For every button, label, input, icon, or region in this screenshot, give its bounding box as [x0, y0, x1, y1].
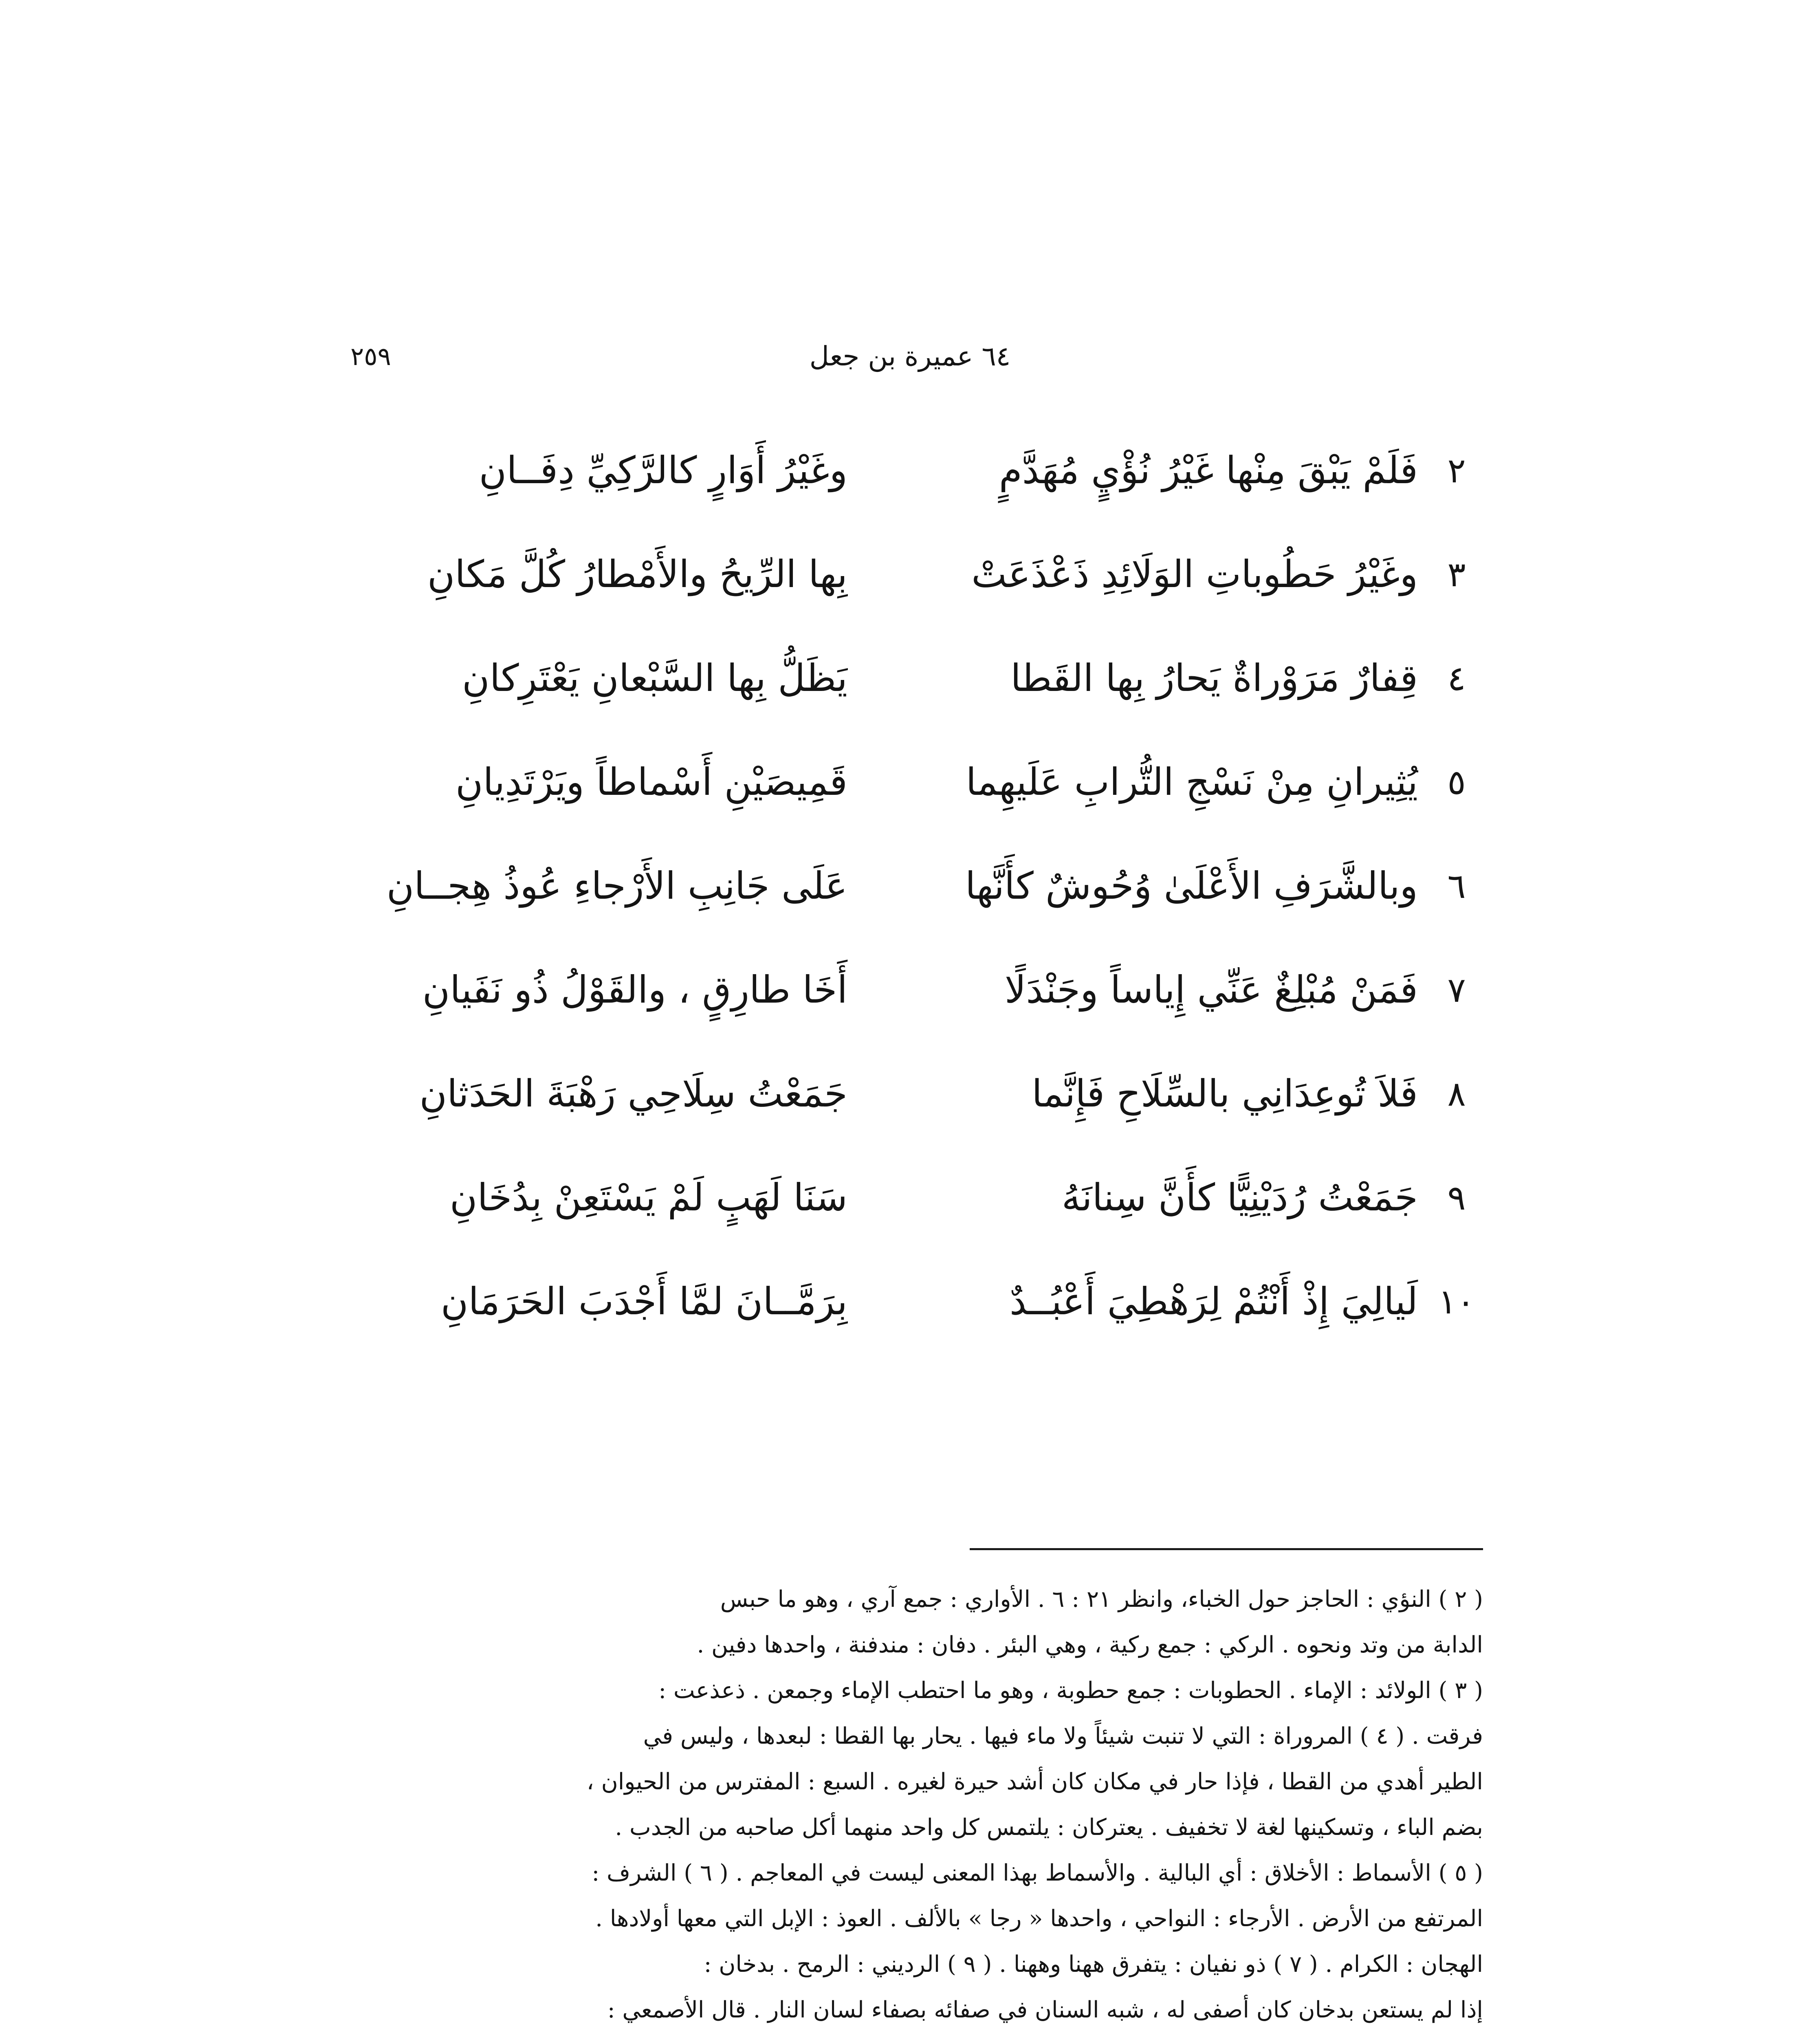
footnote-line: الدابة من وتد ونحوه . الركي : جمع ركية ، وهي البئر . دفان : مندفنة ، واحدها دفين .: [697, 1632, 1483, 1658]
verse-number: ٢: [1447, 451, 1466, 491]
verse-second-hemistich: جَمَعْتُ سِلَاحِي رَهْبَةَ الحَدَثانِ: [419, 1072, 847, 1115]
footnote-line: بضم الباء ، وتسكينها لغة لا تخفيف . يعتركان : يلتمس كل واحد منهما أكل صاحبه من الجدب .: [615, 1814, 1483, 1841]
verse-first-hemistich: فَمَنْ مُبْلِغٌ عَنِّي إِياساً وجَنْدَلًا: [1004, 968, 1418, 1012]
verse-number: ١٠: [1438, 1282, 1475, 1322]
verse-second-hemistich: قَمِيصَيْنِ أَسْماطاً ويَرْتَدِيانِ: [455, 760, 847, 804]
footnote-line: الطير أهدي من القطا ، فإذا حار في مكان كان أشد حيرة لغيره . السبع : المفترس من الحيوان ،: [586, 1769, 1483, 1795]
verse-first-hemistich: فَلَمْ يَبْقَ مِنْها غَيْرُ نُؤْيٍ مُهَدَّمٍ: [999, 449, 1418, 492]
verse-number: ٩: [1447, 1178, 1466, 1218]
verse-second-hemistich: عَلَى جَانِبِ الأَرْجاءِ عُوذُ هِجــانِ: [386, 864, 847, 908]
verse-first-hemistich: جَمَعْتُ رُدَيْنِيًّا كأَنَّ سِنانَهُ: [1061, 1176, 1418, 1219]
verse-line: [350, 424, 1483, 528]
footnote-line: ( ٢ ) النؤي : الحاجز حول الخباء، وانظر ٢١ : ٦ . الأواري : جمع آري ، وهو ما حبس: [720, 1586, 1483, 1612]
verse-number: ٧: [1447, 970, 1466, 1010]
verse-number: ٨: [1447, 1074, 1466, 1114]
footnote-line: ( ٣ ) الولائد : الإماء . الحطوبات : جمع حطوبة ، وهو ما احتطب الإماء وجمعن . ذعذعت :: [658, 1677, 1483, 1704]
footnote-line: ( ٥ ) الأسماط : الأخلاق : أي البالية . والأسماط بهذا المعنى ليست في المعاجم . ( ٦ ) الشرف :: [592, 1860, 1483, 1886]
verse-line: [350, 839, 1483, 943]
verse-line: [350, 528, 1483, 631]
verse-second-hemistich: وغَيْرُ أَوَارٍ كالرَّكِيِّ دِفَــانِ: [479, 449, 847, 492]
verse-first-hemistich: قِفارٌ مَرَوْراةٌ يَحارُ بِها القَطا: [1010, 656, 1418, 700]
verse-first-hemistich: وغَيْرُ حَطُوباتِ الوَلَائِدِ ذَعْذَعَتْ: [971, 552, 1418, 596]
verse-line: [350, 943, 1483, 1047]
verse-number: ٥: [1447, 762, 1466, 802]
footnote-line: المرتفع من الأرض . الأرجاء : النواحي ، واحدها « رجا » بالألف . العوذ : الإبل التي معها أولادها .: [595, 1905, 1483, 1932]
verse-line: [350, 631, 1483, 735]
verse-first-hemistich: وبالشَّرَفِ الأَعْلَىٰ وُحُوشٌ كأَنَّها: [965, 864, 1418, 908]
verse-first-hemistich: لَيالِيَ إِذْ أَنْتُمْ لِرَهْطِيَ أَعْبُــدٌ: [1009, 1280, 1418, 1323]
verse-line: [350, 1151, 1483, 1255]
footnote-line: إذا لم يستعن بدخان كان أصفى له ، شبه السنان في صفائه بصفاء لسان النار . قال الأصمعي :: [607, 1997, 1483, 2023]
verse-line: [350, 735, 1483, 839]
footnote-line: الهجان : الكرام . ( ٧ ) ذو نفيان : يتفرق ههنا وههنا . ( ٩ ) الرديني : الرمح . بدخان :: [704, 1951, 1483, 1978]
chapter-title: ٦٤ عميرة بن جعل: [809, 341, 1011, 372]
running-head: [0, 334, 1820, 379]
footnote-separator: [970, 1548, 1483, 1550]
page-number: ٢٥٩: [350, 341, 391, 371]
verse-line: [350, 1047, 1483, 1151]
verse-number: ٣: [1447, 554, 1466, 594]
footnote-line: فرقت . ( ٤ ) المروراة : التي لا تنبت شيئاً ولا ماء فيها . يحار بها القطا : لبعدها ، وليس في: [643, 1723, 1483, 1749]
verse-second-hemistich: يَظَلُّ بِها السَّبْعانِ يَعْتَرِكانِ: [462, 656, 847, 700]
footnote-line: [350, 2033, 1483, 2037]
verse-number: ٦: [1447, 866, 1466, 906]
verse-second-hemistich: بِرَمَّــانَ لمَّا أَجْدَبَ الحَرَمَانِ: [440, 1280, 847, 1323]
poem-verses: [350, 424, 1483, 1359]
verse-first-hemistich: يُثِيرانِ مِنْ نَسْجِ التُّرابِ عَلَيهِما: [966, 760, 1418, 804]
verse-second-hemistich: أَخَا طارِقٍ ، والقَوْلُ ذُو نَفَيانِ: [422, 968, 847, 1012]
verse-second-hemistich: بِها الرِّيحُ والأَمْطارُ كُلَّ مَكانِ: [427, 552, 847, 596]
verse-number: ٤: [1447, 658, 1466, 698]
verse-line: [350, 1255, 1483, 1359]
verse-second-hemistich: سَنَا لَهَبٍ لَمْ يَسْتَعِنْ بِدُخَانِ: [449, 1176, 847, 1219]
verse-first-hemistich: فَلاَ تُوعِدَانِي بالسِّلَاحِ فَإِنَّما: [1032, 1072, 1418, 1115]
footnotes: [350, 1577, 1483, 2037]
